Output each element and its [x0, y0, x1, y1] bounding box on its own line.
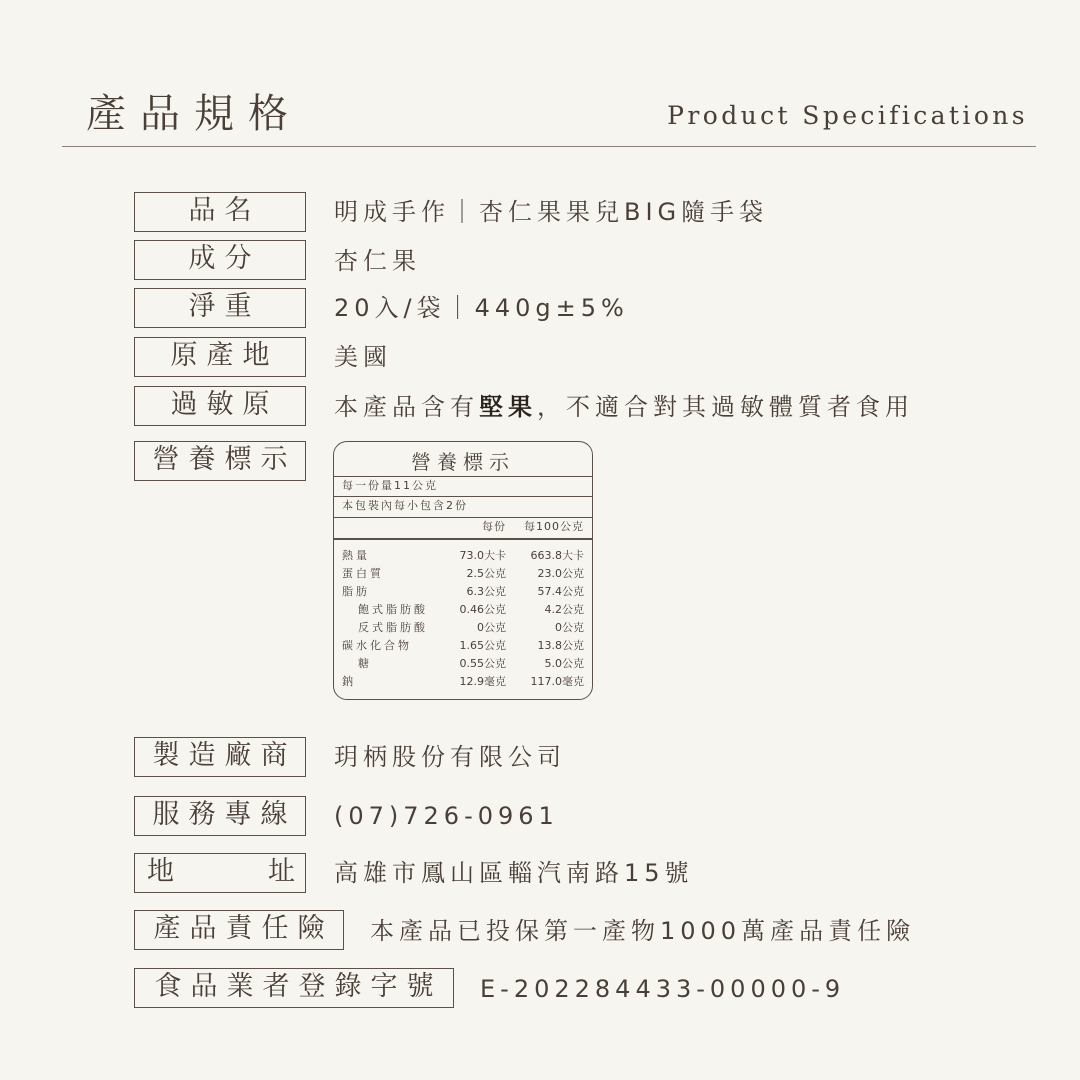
label-ingredients [134, 240, 306, 280]
nutrient-per-serving: 6.3公克 [466, 585, 506, 598]
label-text: 服務專線 [152, 799, 297, 830]
label-allergen [134, 386, 306, 426]
nutrient-per-serving: 0.55公克 [459, 657, 506, 670]
nutrition-row [334, 601, 592, 619]
nutrient-name: 碳水化合物 [342, 639, 412, 652]
nutrition-row [334, 547, 592, 565]
value-liability: 本產品已投保第一產物1000萬產品責任險 [370, 917, 916, 945]
nutrient-per-serving: 1.65公克 [459, 639, 506, 652]
nutrient-per-serving: 12.9毫克 [459, 675, 506, 688]
page-title: 產品規格 [86, 91, 302, 137]
nutrition-row [334, 673, 592, 691]
label-text: 過敏原 [170, 389, 279, 420]
nutrient-name: 糖 [358, 657, 372, 670]
nutrient-per-serving: 2.5公克 [466, 567, 506, 580]
nutrition-row [334, 583, 592, 601]
value-registration: E-202284433-00000-9 [480, 975, 846, 1003]
label-text: 產品責任險 [153, 913, 334, 944]
nutrition-row [334, 637, 592, 655]
label-origin [134, 337, 306, 377]
value-ingredients: 杏仁果 [334, 247, 421, 275]
nutrient-name: 飽式脂肪酸 [358, 603, 428, 616]
label-service-line [134, 796, 306, 836]
label-text: 製造廠商 [152, 740, 297, 771]
nutrition-serving-size: 每一份量11公克 [342, 479, 438, 492]
nutrient-per-100g: 0公克 [555, 621, 584, 634]
nutrient-per-100g: 13.8公克 [537, 639, 584, 652]
label-name [134, 192, 306, 232]
label-text: 食品業者登錄字號 [154, 971, 443, 1002]
label-address [134, 853, 306, 893]
label-net-weight [134, 288, 306, 328]
value-allergen [334, 390, 914, 424]
nutrition-col-per-100g: 每100公克 [524, 520, 584, 533]
nutrition-row [334, 619, 592, 637]
nutrition-facts-panel [333, 441, 593, 700]
page-subtitle: Product Specifications [667, 101, 1028, 130]
label-address-right: 址 [268, 856, 295, 887]
nutrient-per-100g: 57.4公克 [537, 585, 584, 598]
nutrition-row [334, 565, 592, 583]
nutrition-divider [334, 538, 592, 540]
header-divider [62, 146, 1036, 147]
allergen-suffix: ，不適合對其過敏體質者食用 [537, 393, 914, 421]
label-manufacturer [134, 737, 306, 777]
value-address: 高雄市鳳山區輜汽南路15號 [334, 859, 694, 887]
nutrient-per-serving: 73.0大卡 [459, 549, 506, 562]
nutrient-per-100g: 663.8大卡 [530, 549, 584, 562]
label-text: 品名 [188, 195, 261, 226]
nutrient-per-100g: 117.0毫克 [530, 675, 584, 688]
nutrient-per-serving: 0公克 [477, 621, 506, 634]
label-nutrition [134, 441, 306, 481]
label-text: 原產地 [170, 340, 279, 371]
allergen-highlight: 堅果 [479, 393, 537, 421]
label-address-left: 地 [147, 856, 174, 887]
nutrient-name: 蛋白質 [342, 567, 384, 580]
nutrition-divider [334, 517, 592, 518]
nutrient-name: 脂肪 [342, 585, 370, 598]
value-origin: 美國 [334, 343, 392, 371]
value-name: 明成手作｜杏仁果果兒BIG隨手袋 [334, 198, 769, 226]
nutrient-per-serving: 0.46公克 [459, 603, 506, 616]
label-text: 成分 [188, 243, 261, 274]
nutrient-name: 反式脂肪酸 [358, 621, 428, 634]
nutrition-title: 營養標示 [411, 450, 515, 474]
label-text: 營養標示 [152, 444, 297, 475]
nutrient-per-100g: 4.2公克 [544, 603, 584, 616]
value-service-line: (07)726-0961 [334, 802, 559, 830]
value-net-weight: 20入/袋｜440g±5% [334, 294, 629, 322]
label-text: 淨重 [188, 291, 261, 322]
nutrition-row [334, 655, 592, 673]
nutrition-servings: 本包裝內每小包含2份 [342, 499, 468, 512]
nutrition-col-per-serving: 每份 [482, 520, 506, 533]
label-liability [134, 910, 344, 950]
nutrition-divider [334, 496, 592, 497]
value-manufacturer: 玥柄股份有限公司 [334, 743, 566, 771]
allergen-prefix: 本產品含有 [334, 393, 479, 421]
nutrient-name: 熱量 [342, 549, 370, 562]
nutrition-divider [334, 476, 592, 477]
nutrient-per-100g: 23.0公克 [537, 567, 584, 580]
nutrient-per-100g: 5.0公克 [544, 657, 584, 670]
label-registration [134, 968, 454, 1008]
nutrient-name: 鈉 [342, 675, 356, 688]
